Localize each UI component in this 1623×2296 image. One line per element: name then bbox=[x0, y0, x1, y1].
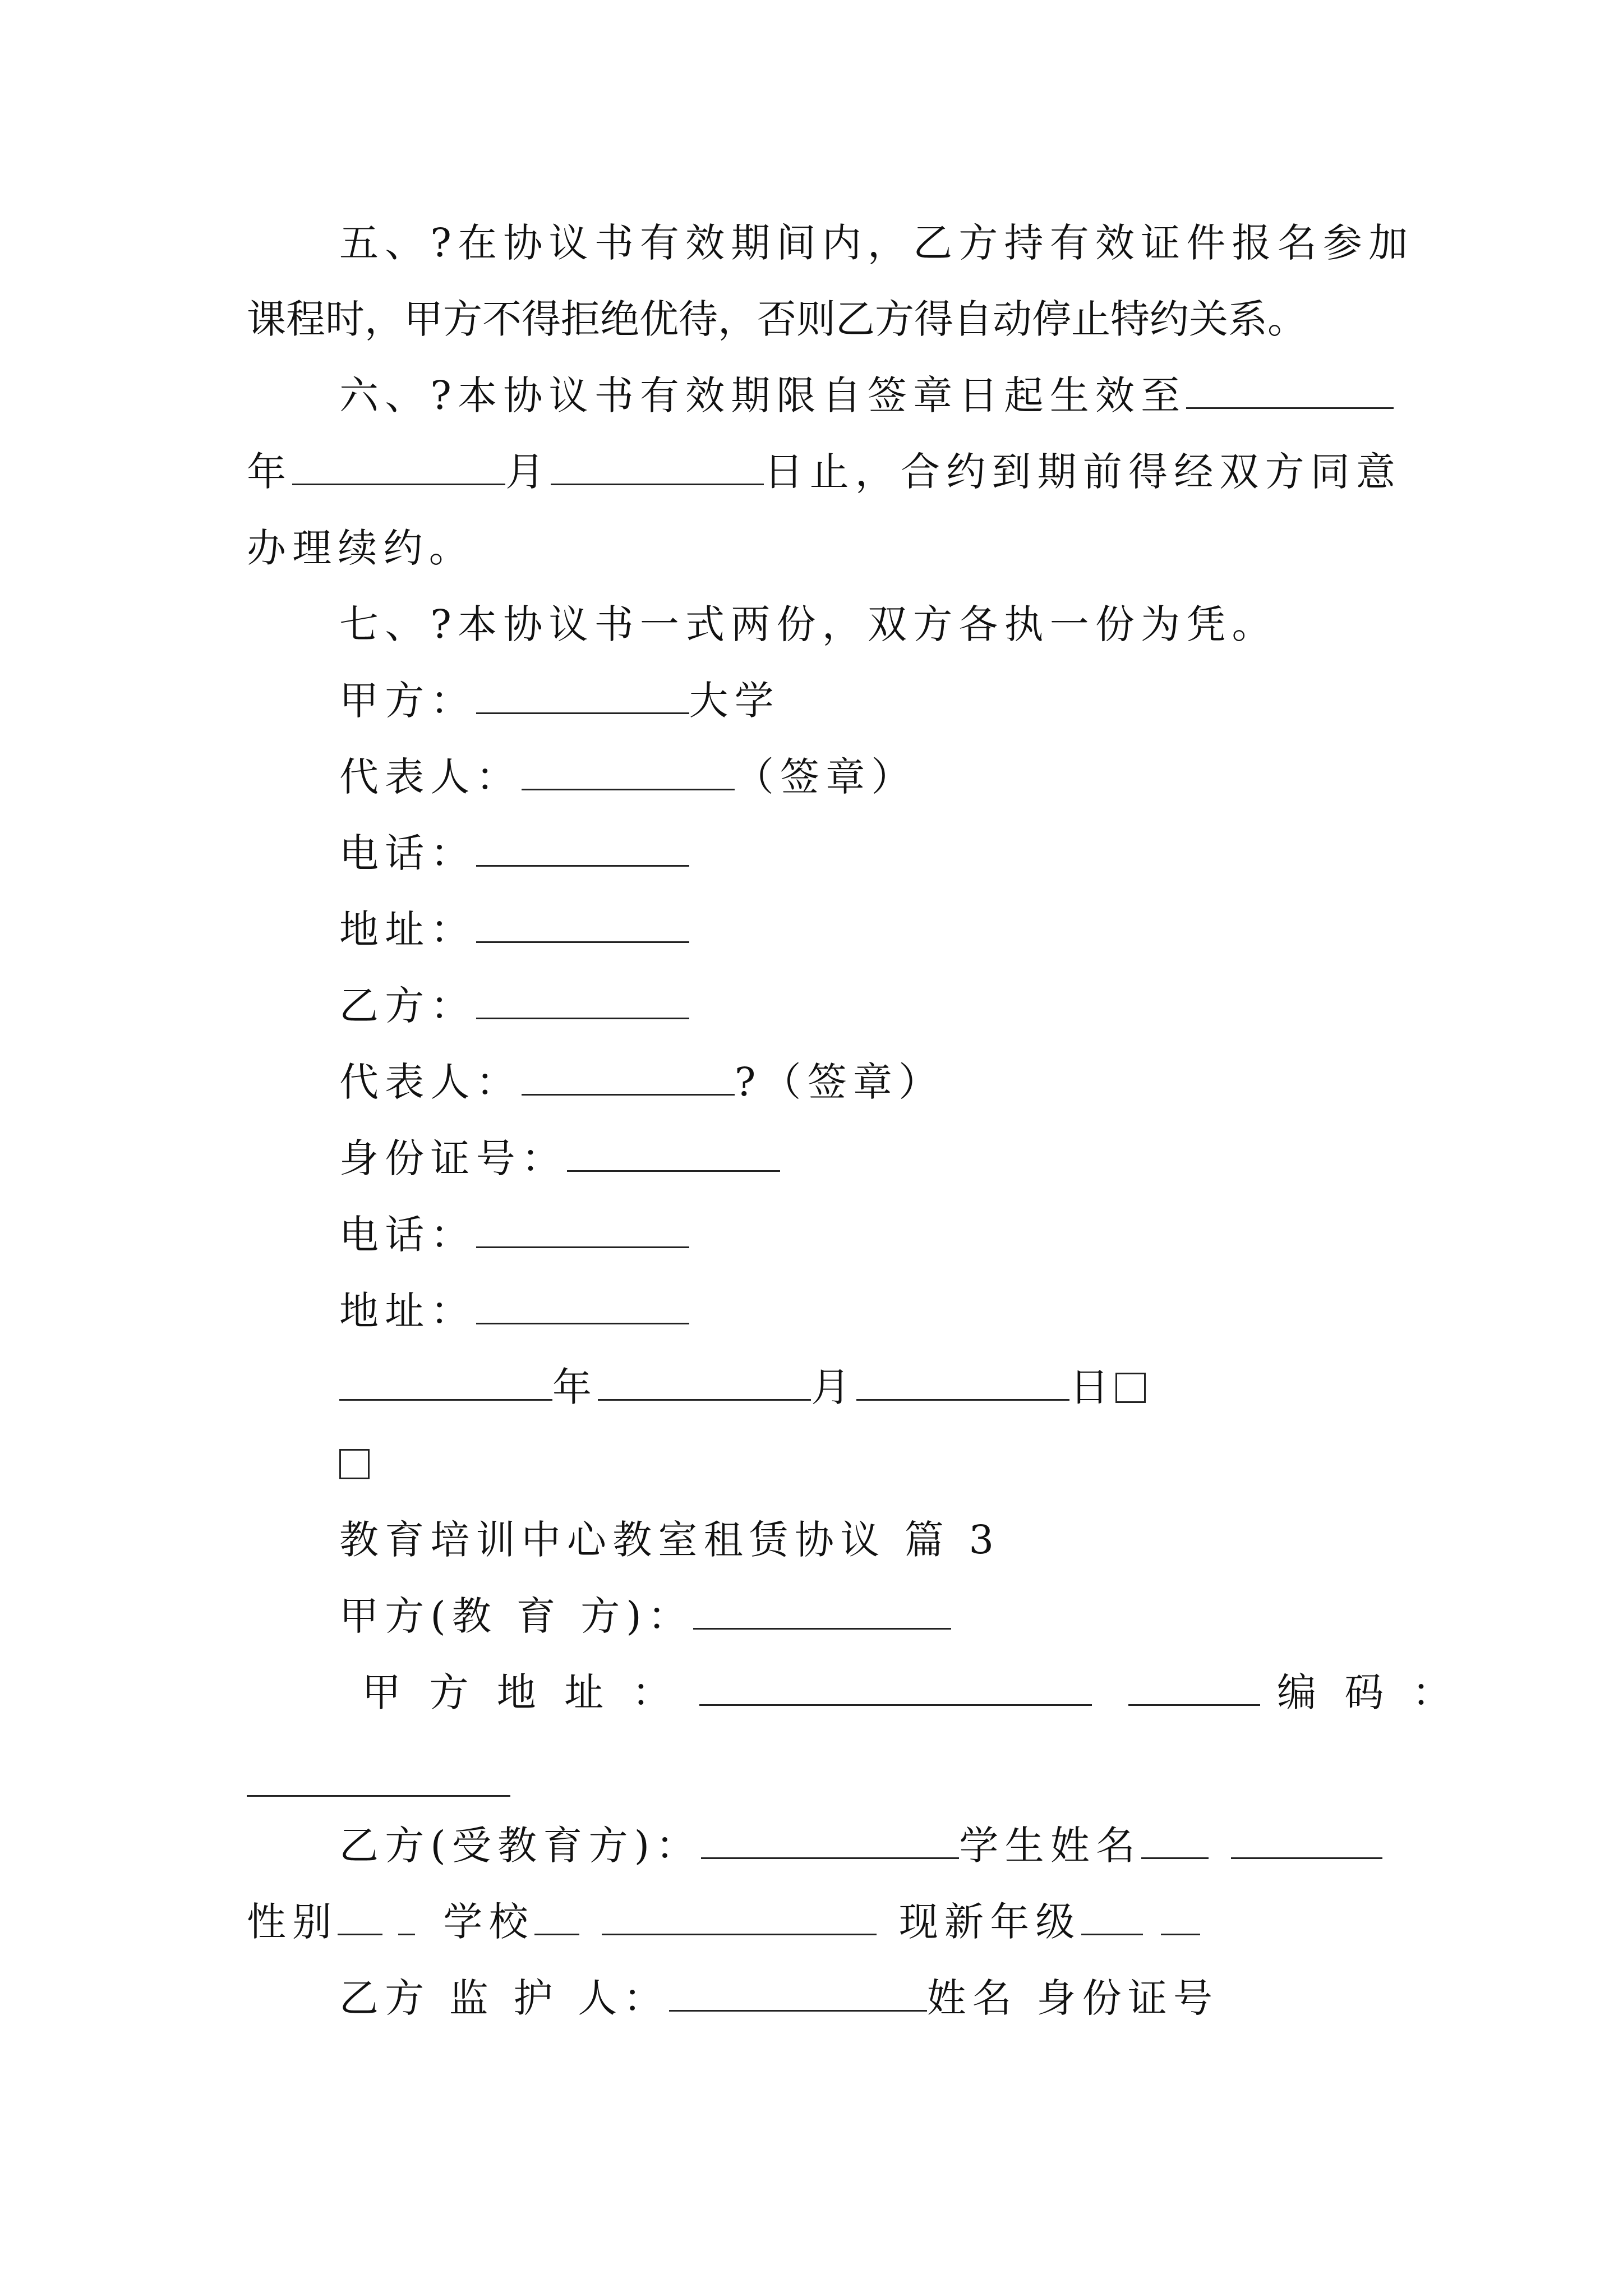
party-a-seal: （签章） bbox=[734, 754, 917, 800]
checkbox-glyph-icon bbox=[1115, 1373, 1146, 1403]
educator-row bbox=[339, 1591, 951, 1641]
student-name-blank-1 bbox=[1141, 1820, 1209, 1859]
party-b-address-row bbox=[339, 1286, 689, 1336]
educator-blank bbox=[693, 1591, 951, 1630]
student-detail-row bbox=[247, 1897, 1200, 1947]
sign-year-blank bbox=[339, 1362, 552, 1401]
guardian-blank bbox=[669, 1973, 927, 2012]
party-a-rep-blank bbox=[522, 752, 735, 790]
checkbox-glyph-icon bbox=[339, 1449, 370, 1479]
party-b-rep-blank bbox=[522, 1057, 735, 1096]
clause-5-line-2: 课程时，甲方不得拒绝优待，否则乙方得自动停止特约关系。 bbox=[247, 296, 1307, 342]
end-date-blank bbox=[1186, 370, 1394, 409]
party-a-address-label: 地址： bbox=[339, 907, 476, 953]
grade-label: 现新年级 bbox=[898, 1899, 1081, 1945]
sign-month-label: 月 bbox=[811, 1364, 857, 1410]
student-row bbox=[339, 1820, 1382, 1871]
party-a-blank bbox=[476, 675, 689, 714]
month-blank bbox=[551, 447, 764, 485]
sign-month-blank bbox=[598, 1362, 811, 1401]
party-a-phone-row bbox=[339, 828, 689, 878]
educator-label: 甲方(教 育 方)： bbox=[339, 1593, 694, 1639]
party-b-id-blank bbox=[567, 1133, 780, 1172]
student-party-label: 乙方(受教育方)： bbox=[339, 1823, 702, 1869]
party-a-address-short-blank bbox=[1128, 1667, 1260, 1706]
clause-5-line-1: 五、?在协议书有效期间内，乙方持有效证件报名参加 bbox=[339, 220, 1414, 266]
party-b-phone-label: 电话： bbox=[339, 1212, 476, 1258]
day-terms-text: 日止，合约到期前得经双方同意 bbox=[764, 449, 1402, 495]
party-b-rep-row bbox=[339, 1057, 944, 1107]
party-b-blank bbox=[476, 981, 689, 1019]
student-name-label: 学生姓名 bbox=[959, 1823, 1142, 1869]
year-label: 年 bbox=[247, 449, 293, 495]
school-blank-2 bbox=[602, 1897, 877, 1935]
party-a-address-code-row bbox=[362, 1667, 1479, 1718]
clause-6-line-2 bbox=[247, 447, 1401, 497]
student-name-blank-2 bbox=[1231, 1820, 1382, 1859]
sign-year-label: 年 bbox=[552, 1364, 598, 1410]
clause-6-line-3: 办理续约。 bbox=[247, 525, 474, 571]
party-a-suffix: 大学 bbox=[689, 678, 781, 724]
party-a-phone-blank bbox=[476, 828, 689, 867]
guardian-name-id-label: 姓名 身份证号 bbox=[926, 1975, 1219, 2021]
gender-blank-2 bbox=[398, 1897, 415, 1935]
clause-6-line-1 bbox=[339, 370, 1394, 421]
party-b-id-label: 身份证号： bbox=[339, 1135, 567, 1181]
party-b-address-blank bbox=[476, 1286, 689, 1324]
party-b-rep-label: 代表人： bbox=[339, 1059, 522, 1105]
missing-glyph-row bbox=[339, 1438, 370, 1489]
party-a-rep-row bbox=[339, 752, 917, 802]
clause-7: 七、?本协议书一式两份，双方各执一份为凭。 bbox=[339, 601, 1278, 647]
sign-day-label: 日 bbox=[1069, 1364, 1115, 1410]
party-b-label: 乙方： bbox=[339, 983, 476, 1029]
party-b-phone-row bbox=[339, 1209, 689, 1260]
sign-day-blank bbox=[856, 1362, 1069, 1401]
postal-code-blank bbox=[247, 1795, 510, 1797]
party-a-label: 甲方： bbox=[339, 678, 476, 724]
year-blank bbox=[292, 447, 505, 485]
party-a-address-title: 甲方地址： bbox=[362, 1669, 699, 1715]
gender-blank-1 bbox=[338, 1897, 382, 1935]
clause-6-text: 六、?本协议书有效期限自签章日起生效至 bbox=[339, 372, 1187, 418]
guardian-row bbox=[339, 1973, 1219, 2023]
school-blank-1 bbox=[534, 1897, 579, 1935]
section-3-title: 教育培训中心教室租赁协议 篇 3 bbox=[339, 1517, 1000, 1563]
party-a-address-long-blank bbox=[699, 1667, 1092, 1706]
party-a-rep-label: 代表人： bbox=[339, 754, 522, 800]
party-b-phone-blank bbox=[476, 1209, 689, 1248]
postal-code-label: 编码： bbox=[1277, 1669, 1480, 1715]
party-a-address-blank bbox=[476, 904, 689, 943]
grade-blank-2 bbox=[1161, 1897, 1200, 1935]
party-b-seal: ?（签章） bbox=[734, 1059, 944, 1105]
student-party-blank bbox=[701, 1820, 959, 1859]
signing-date-row bbox=[339, 1362, 1146, 1412]
school-label: 学校 bbox=[443, 1899, 534, 1945]
party-a-row bbox=[339, 675, 780, 726]
gender-label: 性别 bbox=[247, 1899, 338, 1945]
month-label: 月 bbox=[505, 449, 551, 495]
party-b-id-row bbox=[339, 1133, 780, 1184]
party-b-row bbox=[339, 981, 689, 1031]
party-a-address-row bbox=[339, 904, 689, 955]
grade-blank-1 bbox=[1081, 1897, 1143, 1935]
party-b-address-label: 地址： bbox=[339, 1288, 476, 1334]
party-a-phone-label: 电话： bbox=[339, 830, 476, 876]
guardian-label: 乙方 监 护 人： bbox=[339, 1975, 669, 2021]
